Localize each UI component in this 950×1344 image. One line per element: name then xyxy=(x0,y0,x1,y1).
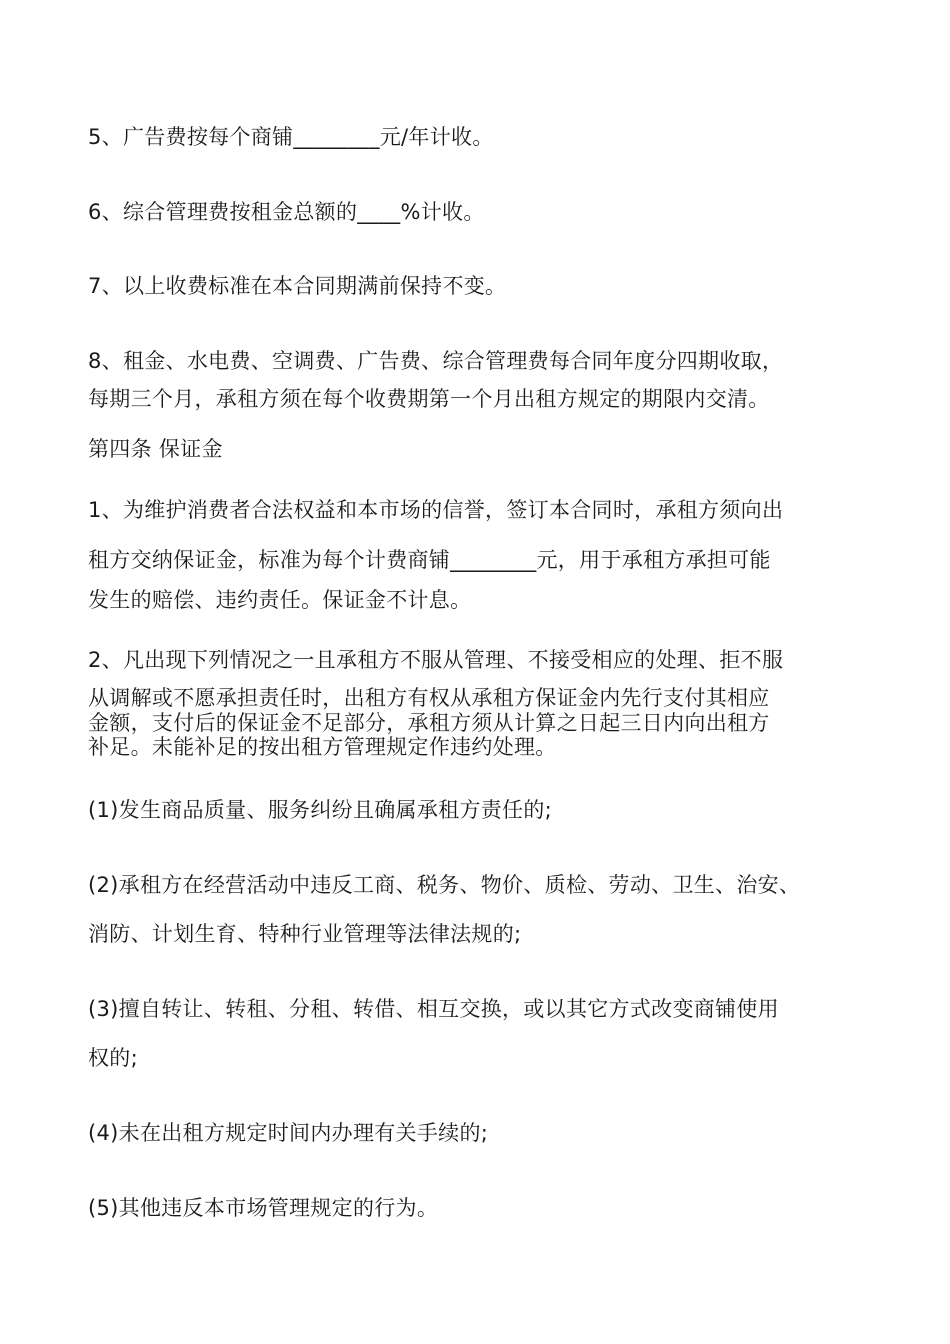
deposit-clause-2-line-4: 补足。未能补足的按出租方管理规定作违约处理。 xyxy=(88,735,557,759)
item-1: (1)发生商品质量、服务纠纷且确属承租方责任的; xyxy=(88,798,553,822)
deposit-clause-2-line-3: 金额，支付后的保证金不足部分，承租方须从计算之日起三日内向出租方 xyxy=(88,711,770,735)
item-3-line-1: (3)擅自转让、转租、分租、转借、相互交换，或以其它方式改变商铺使用 xyxy=(88,997,779,1021)
section-heading-deposit: 第四条 保证金 xyxy=(88,437,223,461)
item-5: (5)其他违反本市场管理规定的行为。 xyxy=(88,1196,439,1220)
deposit-clause-1-line-3: 发生的赔偿、违约责任。保证金不计息。 xyxy=(88,588,472,612)
clause-7-fee-standard: 7、以上收费标准在本合同期满前保持不变。 xyxy=(88,274,507,298)
item-2-line-2: 消防、计划生育、特种行业管理等法律法规的; xyxy=(88,922,522,946)
clause-8-line-2: 每期三个月，承租方须在每个收费期第一个月出租方规定的期限内交清。 xyxy=(88,387,770,411)
deposit-clause-2-line-1: 2、凡出现下列情况之一且承租方不服从管理、不接受相应的处理、拒不服 xyxy=(88,648,784,672)
deposit-clause-2-line-2: 从调解或不愿承担责任时，出租方有权从承租方保证金内先行支付其相应 xyxy=(88,686,770,710)
item-4: (4)未在出租方规定时间内办理有关手续的; xyxy=(88,1121,489,1145)
clause-8-line-1: 8、租金、水电费、空调费、广告费、综合管理费每合同年度分四期收取， xyxy=(88,349,784,373)
clause-6-management-fee: 6、综合管理费按租金总额的____%计收。 xyxy=(88,200,485,224)
deposit-clause-1-line-2: 租方交纳保证金，标准为每个计费商铺________元，用于承租方承担可能 xyxy=(88,548,771,572)
deposit-clause-1-line-1: 1、为维护消费者合法权益和本市场的信誉，签订本合同时，承租方须向出 xyxy=(88,498,784,522)
item-3-line-2: 权的; xyxy=(88,1046,138,1070)
item-2-line-1: (2)承租方在经营活动中违反工商、税务、物价、质检、劳动、卫生、治安、 xyxy=(88,873,801,897)
clause-5-advertising-fee: 5、广告费按每个商铺________元/年计收。 xyxy=(88,125,494,149)
